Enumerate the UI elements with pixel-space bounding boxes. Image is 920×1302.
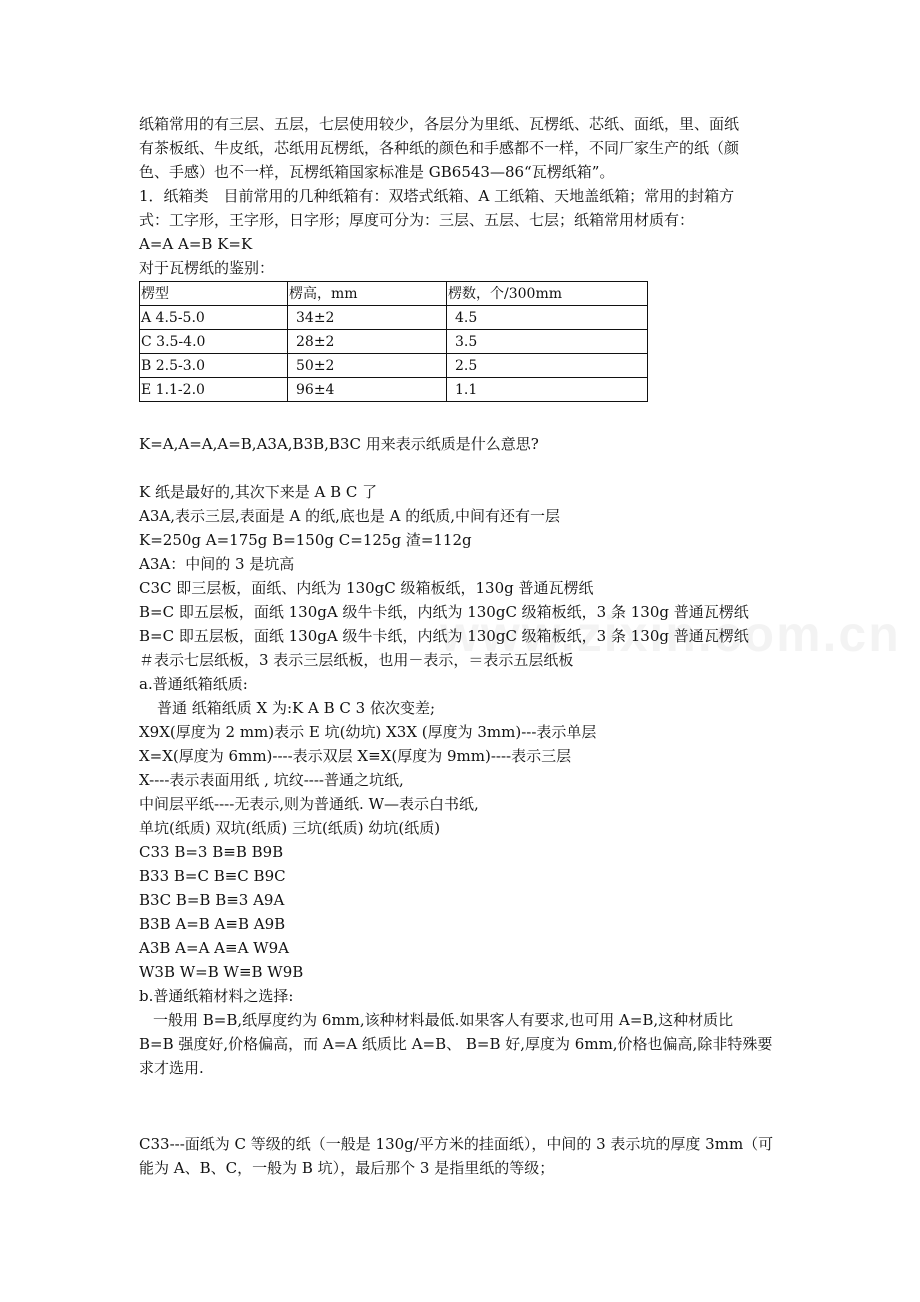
text-line: ＃表示七层纸板，3 表示三层纸板，也用－表示，＝表示五层纸板 xyxy=(139,651,574,669)
text-line: 一般用 B=B,纸厚度约为 6mm,该种材料最低.如果客人有要求,也可用 A=B,这种材质比 xyxy=(153,1011,734,1029)
text-line: W3B W=B W≡B W9B xyxy=(139,963,304,981)
table-cell: E 1.1-2.0 xyxy=(140,378,288,402)
table-cell: B 2.5-3.0 xyxy=(140,354,288,378)
table-header-row xyxy=(140,282,648,306)
table-cell: 2.5 xyxy=(447,354,648,378)
section-heading: a.普通纸箱纸质: xyxy=(139,675,248,693)
table-header-cell: 楞数，个/300mm xyxy=(447,282,648,306)
text-line: 1．纸箱类 目前常用的几种纸箱有：双塔式纸箱、A 工纸箱、天地盖纸箱；常用的封箱方 xyxy=(139,187,735,205)
flute-type-table xyxy=(139,281,648,402)
text-line: 求才选用. xyxy=(139,1059,204,1077)
text-line: X----表示表面用纸 , 坑纹----普通之坑纸, xyxy=(139,771,404,789)
text-line: A3B A=A A≡A W9A xyxy=(139,939,289,957)
text-line: 能为 A、B、C，一般为 B 坑），最后那个 3 是指里纸的等级； xyxy=(139,1159,555,1177)
text-line: 单坑(纸质) 双坑(纸质) 三坑(纸质) 幼坑(纸质) xyxy=(139,819,441,837)
table-row xyxy=(140,330,648,354)
text-line: 对于瓦楞纸的鉴别： xyxy=(139,259,275,277)
text-line: B33 B=C B≡C B9C xyxy=(139,867,286,885)
table-cell: A 4.5-5.0 xyxy=(140,306,288,330)
section-heading: b.普通纸箱材料之选择: xyxy=(139,987,294,1005)
closing-paragraph xyxy=(139,1132,794,1180)
table-row xyxy=(140,306,648,330)
table-header-cell: 楞型 xyxy=(140,282,288,306)
text-line: X=X(厚度为 6mm)----表示双层 X≡X(厚度为 9mm)----表示三层 xyxy=(139,747,572,765)
table-cell: 96±4 xyxy=(288,378,447,402)
table-header-cell: 楞高，mm xyxy=(288,282,447,306)
text-line: B=C 即五层板，面纸 130gA 级牛卡纸，内纸为 130gC 级箱板纸，3 条 130g 普通瓦楞纸 xyxy=(139,627,749,645)
text-line: 式：工字形，王字形，日字形；厚度可分为：三层、五层、七层；纸箱常用材质有： xyxy=(139,211,695,229)
text-line: X9X(厚度为 2 mm)表示 E 坑(幼坑) X3X (厚度为 3mm)---表示单层 xyxy=(139,723,597,741)
answer-section xyxy=(139,480,794,1080)
text-line: K=250g A=175g B=150g C=125g 渣=112g xyxy=(139,531,472,549)
text-line: B=B 强度好,价格偏高，而 A=A 纸质比 A=B、 B=B 好,厚度为 6mm,价格也偏高,除非特殊要 xyxy=(139,1035,773,1053)
text-line: C3C 即三层板，面纸、内纸为 130gC 级箱板纸，130g 普通瓦楞纸 xyxy=(139,579,594,597)
table-cell: 28±2 xyxy=(288,330,447,354)
text-line: B=C 即五层板，面纸 130gA 级牛卡纸，内纸为 130gC 级箱板纸，3 条 130g 普通瓦楞纸 xyxy=(139,603,749,621)
text-line: C33---面纸为 C 等级的纸（一般是 130g/平方米的挂面纸），中间的 3 表示坑的厚度 3mm（可 xyxy=(139,1135,774,1153)
text-line: A3A：中间的 3 是坑高 xyxy=(139,555,295,573)
text-line: C33 B=3 B≡B B9B xyxy=(139,843,284,861)
intro-paragraph xyxy=(139,112,794,280)
text-line: 色、手感）也不一样，瓦楞纸箱国家标准是 GB6543—86“瓦楞纸箱”。 xyxy=(139,163,615,181)
table-cell: 3.5 xyxy=(447,330,648,354)
flute-table-container xyxy=(139,281,648,402)
text-line: A=A A=B K=K xyxy=(139,235,253,253)
table-cell: 4.5 xyxy=(447,306,648,330)
table-row xyxy=(140,378,648,402)
text-line: A3A,表示三层,表面是 A 的纸,底也是 A 的纸质,中间有还有一层 xyxy=(139,507,561,525)
text-line: B3B A=B A≡B A9B xyxy=(139,915,286,933)
text-line: B3C B=B B≡3 A9A xyxy=(139,891,285,909)
table-cell: 50±2 xyxy=(288,354,447,378)
text-line: 普通 纸箱纸质 X 为:K A B C 3 依次变差; xyxy=(157,699,436,717)
table-cell: 34±2 xyxy=(288,306,447,330)
table-cell: 1.1 xyxy=(447,378,648,402)
table-row xyxy=(140,354,648,378)
text-line: 纸箱常用的有三层、五层，七层使用较少，各层分为里纸、瓦楞纸、芯纸、面纸，里、面纸 xyxy=(139,115,740,133)
text-line: K 纸是最好的,其次下来是 A B C 了 xyxy=(139,483,378,501)
table-cell: C 3.5-4.0 xyxy=(140,330,288,354)
question-line xyxy=(139,432,794,456)
text-line: 有茶板纸、牛皮纸，芯纸用瓦楞纸，各种纸的颜色和手感都不一样，不同厂家生产的纸（颜 xyxy=(139,139,740,157)
text-line: 中间层平纸----无表示,则为普通纸. W—表示白书纸, xyxy=(139,795,479,813)
question-text: K=A,A=A,A=B,A3A,B3B,B3C 用来表示纸质是什么意思? xyxy=(139,435,539,453)
